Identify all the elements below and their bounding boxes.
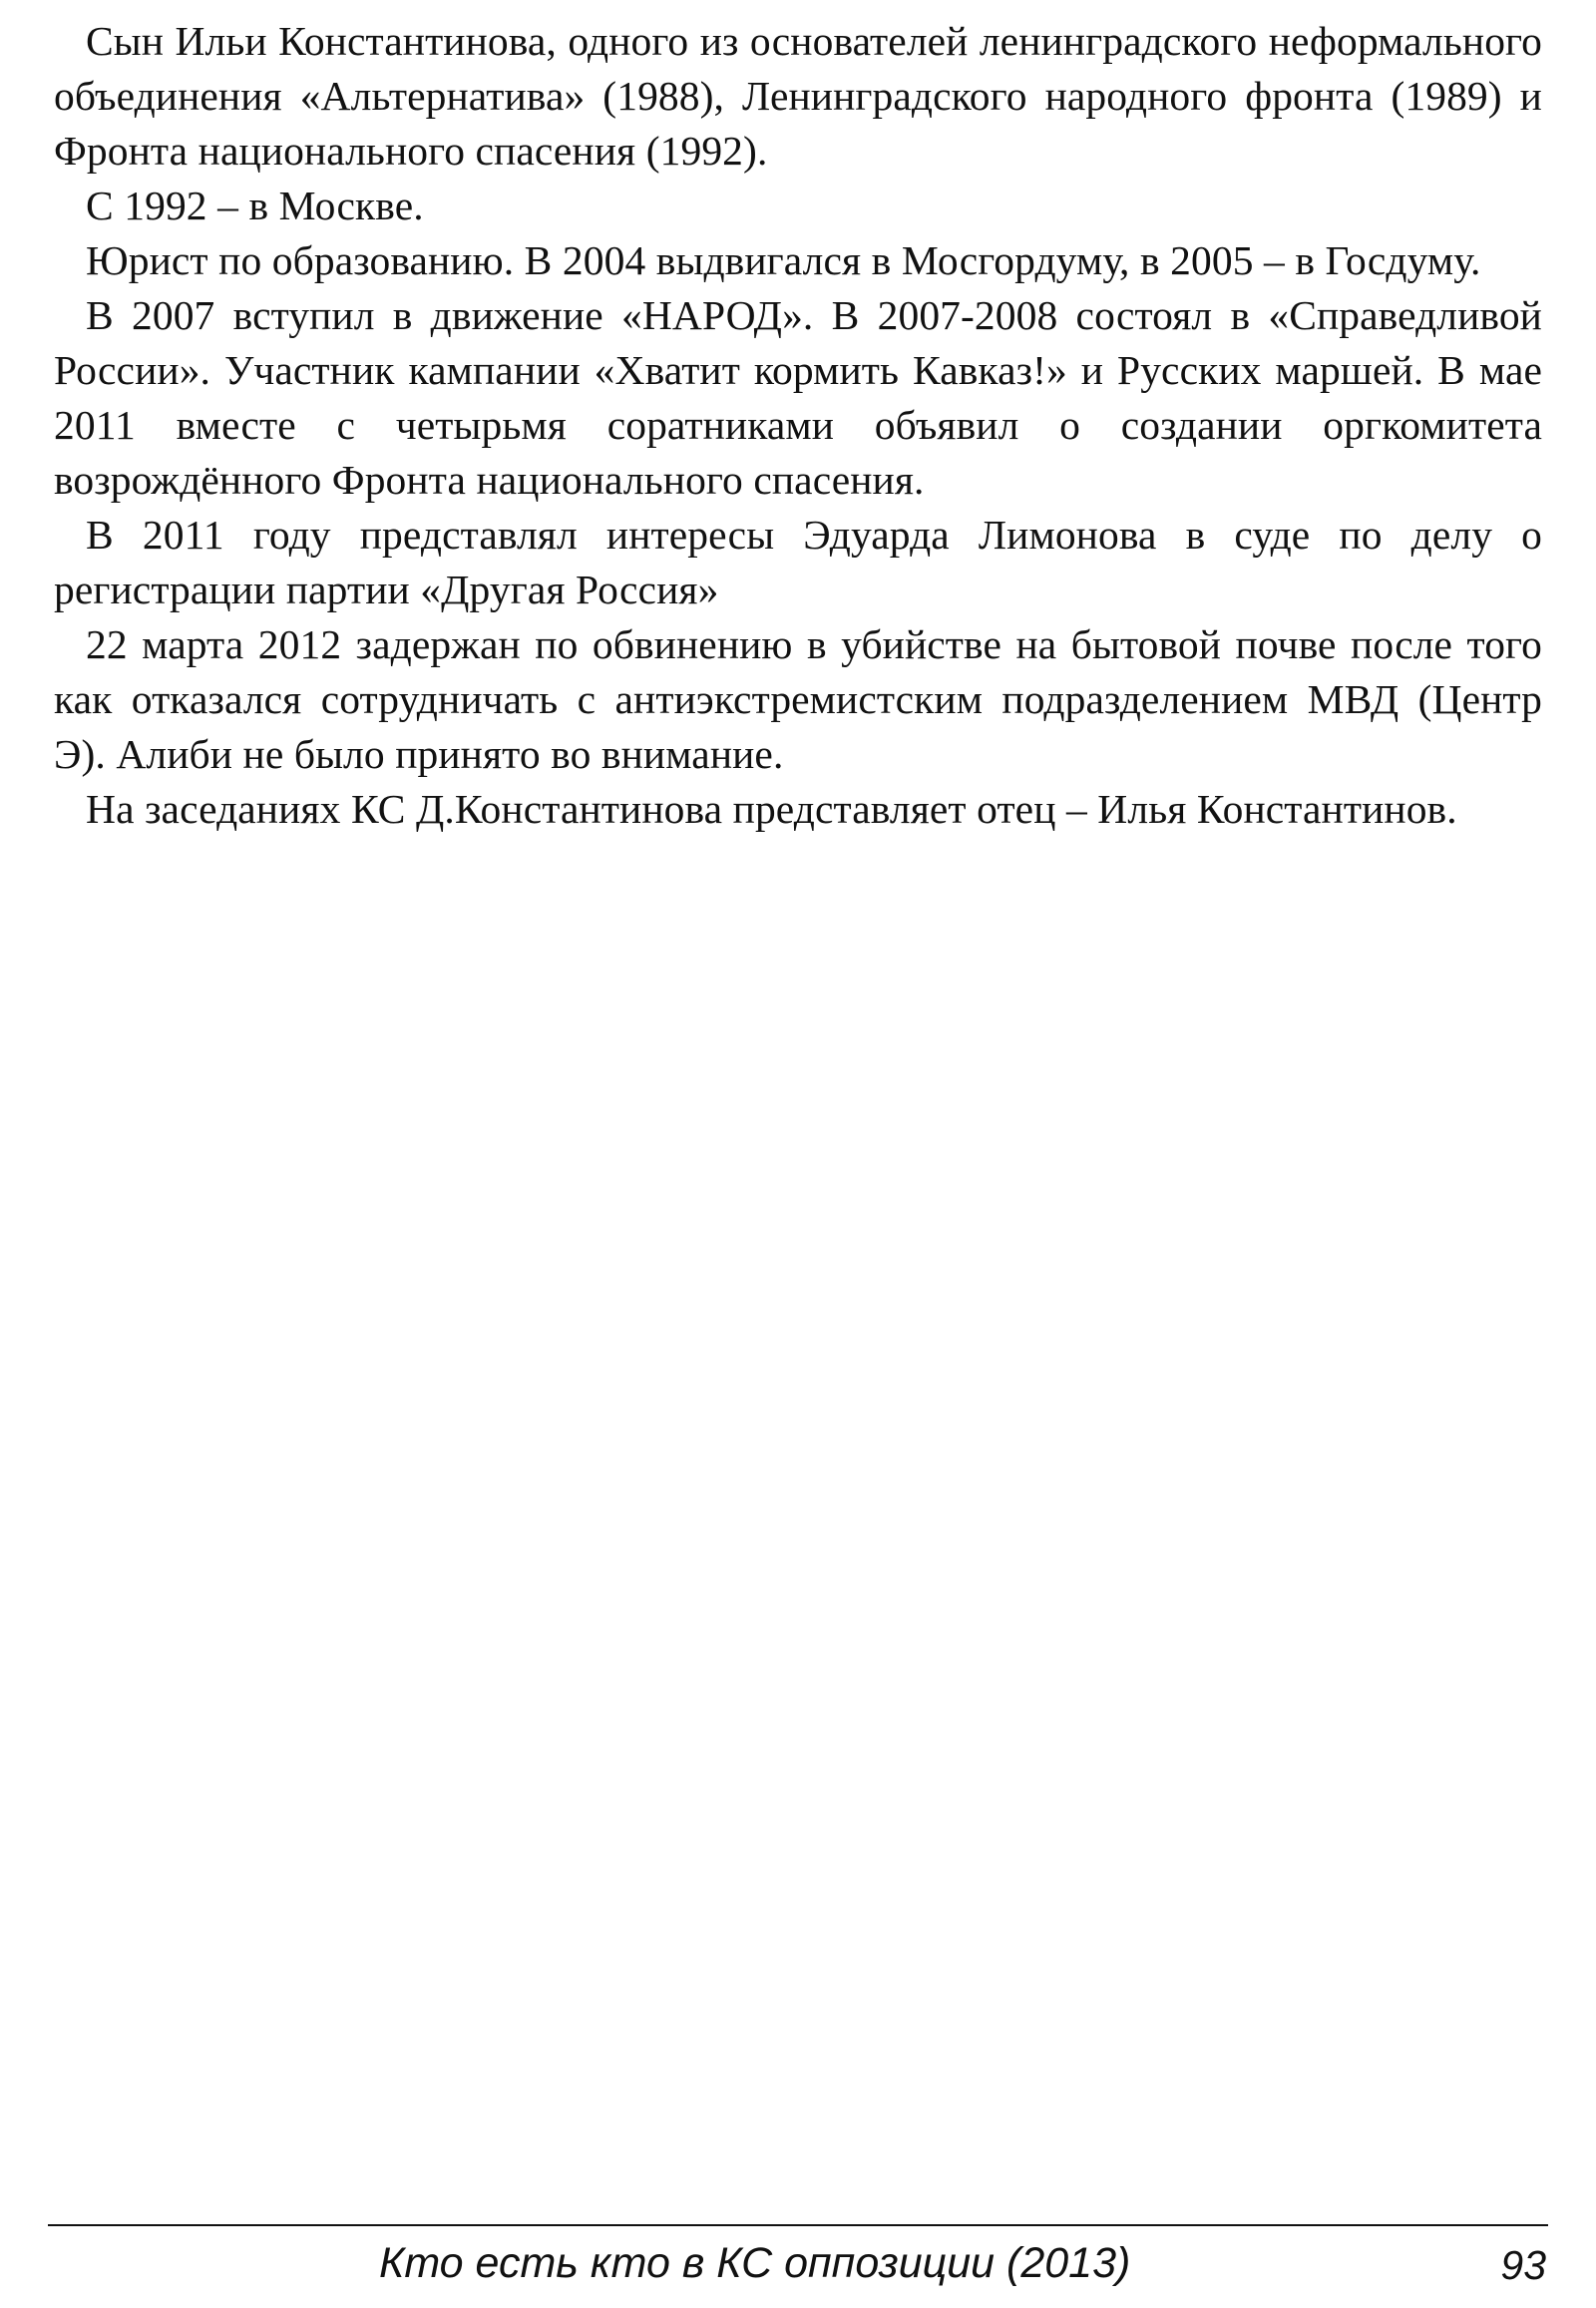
body-text [54,14,1542,837]
paragraph-moscow: С 1992 – в Москве. [86,183,424,228]
page-number: 93 [1500,2242,1546,2288]
footer-divider [48,2224,1548,2226]
paragraph-arrest: 22 марта 2012 задержан по обвинению в убийстве на бытовой почве после того как отказался сотрудничать с антиэкстремистским подразделением МВД (Центр Э). Алиби не было принято во внимание. [54,621,1542,777]
paragraph-political-activity: В 2007 вступил в движение «НАРОД». В 2007-2008 состоял в «Справедливой России». Участник кампании «Хватит кормить Кавказ!» и Русских маршей. В мае 2011 вместе с четырьмя соратниками объявил о создании оргкомитета возрождённого Фронта национального спасения. [54,292,1542,503]
paragraph-family-background: Сын Ильи Константинова, одного из основателей ленинградского неформального объединения «Альтернатива» (1988), Ленинградского народного фронта (1989) и Фронта национального спасения (1992). [54,18,1542,174]
paragraph-education-elections: Юрист по образованию. В 2004 выдвигался в Мосгордуму, в 2005 – в Госдуму. [86,237,1481,283]
paragraph-limonov-case: В 2011 году представлял интересы Эдуарда Лимонова в суде по делу о регистрации партии «Другая Россия» [54,512,1542,612]
paragraph-representation: На заседаниях КС Д.Константинова представляет отец – Илья Константинов. [86,786,1457,832]
running-footer-title: Кто есть кто в КС оппозиции (2013) [379,2239,1131,2287]
